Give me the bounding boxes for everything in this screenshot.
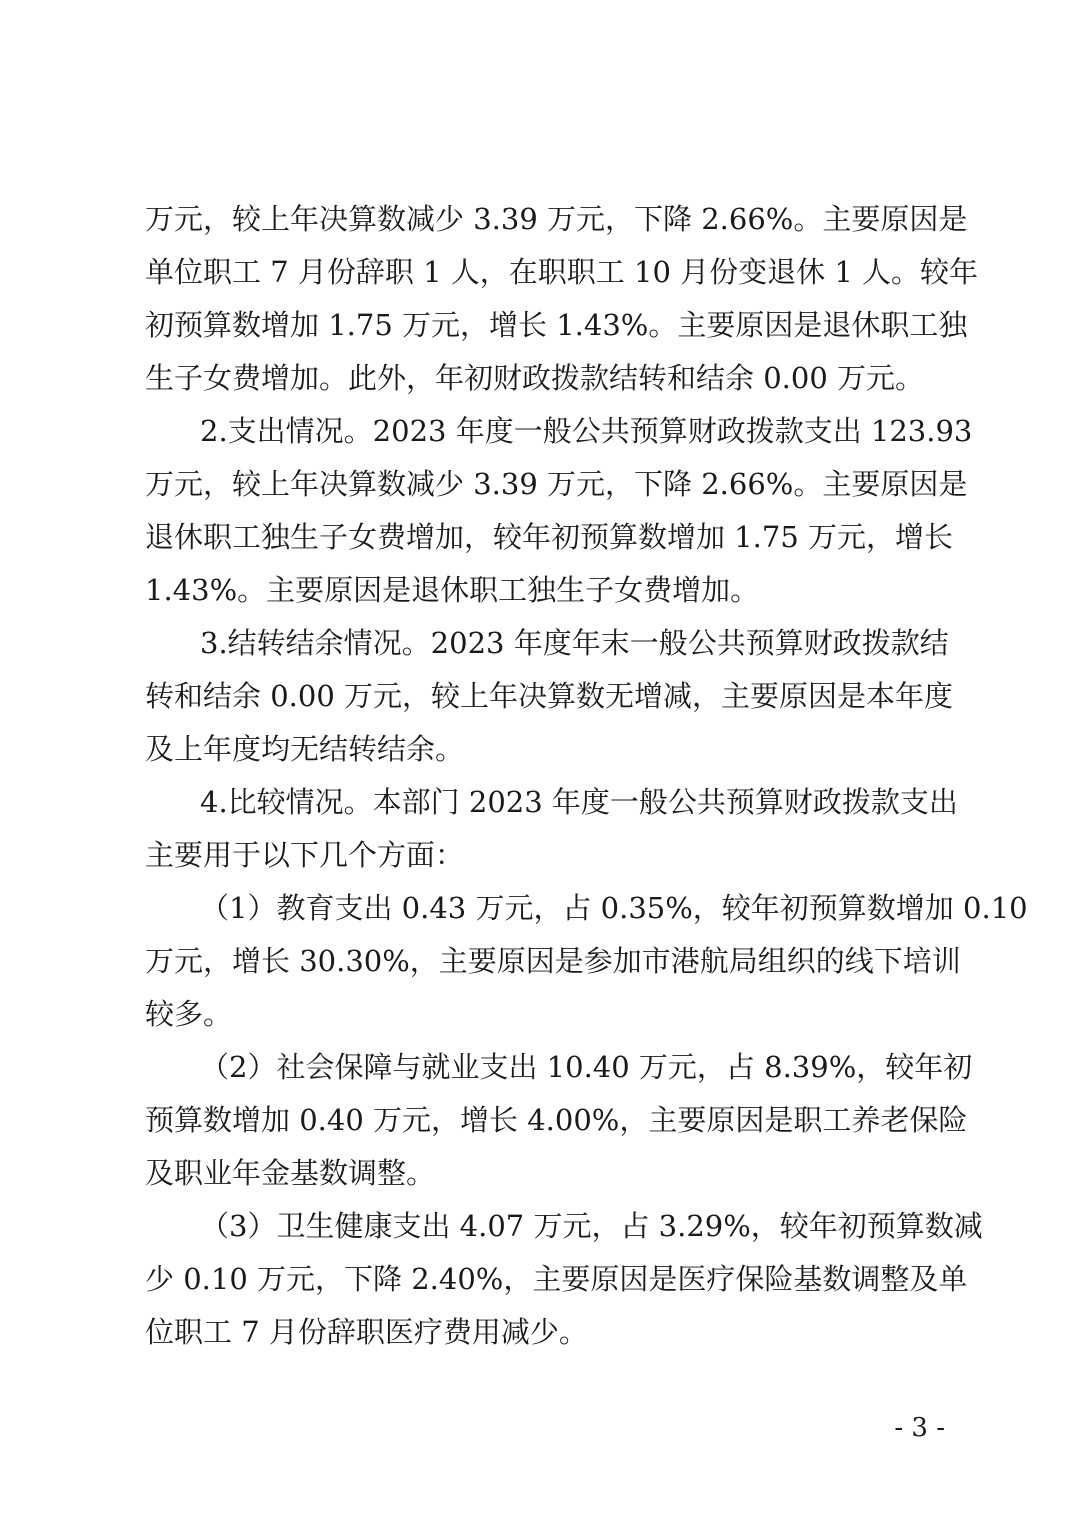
body-line: 预算数增加 0.40 万元，增长 4.00%，主要原因是职工养老保险 xyxy=(145,1103,968,1137)
body-line: 万元，增长 30.30%，主要原因是参加市港航局组织的线下培训 xyxy=(145,944,961,978)
body-line: 主要用于以下几个方面： xyxy=(145,838,465,872)
paragraph-expenditure-start: 2.支出情况。2023 年度一般公共预算财政拨款支出 123.93 xyxy=(200,414,973,448)
item-social-security-start: （2）社会保障与就业支出 10.40 万元，占 8.39%，较年初 xyxy=(200,1050,973,1084)
body-line: 单位职工 7 月份辞职 1 人，在职职工 10 月份变退休 1 人。较年 xyxy=(145,255,979,289)
body-line: 退休职工独生子女费增加，较年初预算数增加 1.75 万元，增长 xyxy=(145,520,954,554)
body-line: 及上年度均无结转结余。 xyxy=(145,732,465,766)
paragraph-carryover-start: 3.结转结余情况。2023 年度年末一般公共预算财政拨款结 xyxy=(200,626,949,660)
body-line: 较多。 xyxy=(145,997,233,1031)
body-line: 生子女费增加。此外，年初财政拨款结转和结余 0.00 万元。 xyxy=(145,361,925,395)
body-line: 万元，较上年决算数减少 3.39 万元，下降 2.66%。主要原因是 xyxy=(145,467,968,501)
item-health-start: （3）卫生健康支出 4.07 万元，占 3.29%，较年初预算数减 xyxy=(200,1209,983,1243)
item-education-start: （1）教育支出 0.43 万元，占 0.35%，较年初预算数增加 0.10 xyxy=(200,891,1028,925)
body-line: 转和结余 0.00 万元，较上年决算数无增减，主要原因是本年度 xyxy=(145,679,954,713)
body-line: 1.43%。主要原因是退休职工独生子女费增加。 xyxy=(145,573,760,607)
body-line: 及职业年金基数调整。 xyxy=(145,1156,436,1190)
paragraph-comparison-start: 4.比较情况。本部门 2023 年度一般公共预算财政拨款支出 xyxy=(200,785,958,819)
page-number: - 3 - xyxy=(894,1413,945,1443)
body-line: 万元，较上年决算数减少 3.39 万元，下降 2.66%。主要原因是 xyxy=(145,202,968,236)
body-line: 初预算数增加 1.75 万元，增长 1.43%。主要原因是退休职工独 xyxy=(145,308,968,342)
body-line: 位职工 7 月份辞职医疗费用减少。 xyxy=(145,1315,588,1349)
body-line: 少 0.10 万元，下降 2.40%，主要原因是医疗保险基数调整及单 xyxy=(145,1262,968,1296)
